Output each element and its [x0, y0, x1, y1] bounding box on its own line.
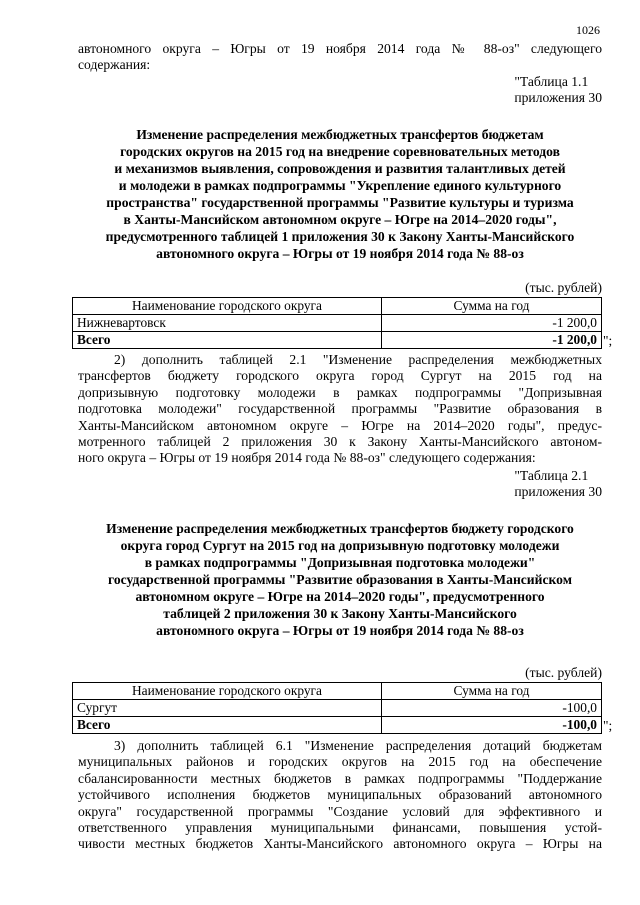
heading-line: Изменение распределения межбюджетных трансфертов бюджету городского	[106, 521, 574, 536]
paragraph-line: Ханты-Мансийском автономном округе – Югре на 2014–2020 годы", предус-	[78, 417, 602, 433]
table-total-row	[73, 332, 602, 349]
heading-line: городских округов на 2015 год на внедрение соревновательных методов	[120, 144, 560, 159]
heading-line: и молодежи в рамках подпрограммы "Укрепление единого культурного	[118, 178, 562, 193]
heading-line: в рамках подпрограммы "Допризывная подготовка молодежи"	[144, 555, 536, 570]
total-sum: -100,0	[382, 717, 602, 734]
table2-ref-line-2: приложения 30	[514, 484, 602, 500]
heading-line: пространства" государственной программы "Развитие культуры и туризма	[106, 195, 574, 210]
intro-text	[78, 41, 602, 74]
page-number: 1026	[576, 23, 600, 37]
paragraph-line: устойчивого исполнения бюджетов муниципальных образований автономного	[78, 787, 602, 803]
heading-line: и механизмов выявления, сопровождения и развития талантливых детей	[114, 161, 566, 176]
paragraph-line: мотренного таблицей 2 приложения 30 к Закону Ханты-Мансийского автоном-	[78, 434, 602, 450]
table1-closing-quote: ";	[603, 333, 613, 348]
paragraph-line: допризывную подготовку молодежи в рамках подпрограммы "Допризывная	[78, 384, 602, 400]
paragraph-line: 3) дополнить таблицей 6.1 "Изменение распределения дотаций бюджетам	[114, 738, 602, 753]
table2-reference	[514, 468, 602, 501]
row-sum: -100,0	[382, 700, 602, 717]
column-header-sum: Сумма на год	[382, 298, 602, 315]
heading-line: автономного округа – Югры от 19 ноября 2014 года № 88-оз	[156, 246, 524, 261]
table2-units: (тыс. рублей)	[525, 665, 602, 680]
table2-heading	[78, 520, 602, 639]
column-header-name: Наименование городского округа	[73, 683, 382, 700]
intro-line-1: автономного округа – Югры от 19 ноября 2014 года № 88-оз" следующего	[78, 41, 602, 56]
paragraph-line: округа" государственной программы "Создание условий для эффективного и	[78, 803, 602, 819]
table2-closing-quote: ";	[603, 718, 613, 733]
paragraph-line: подготовка молодежи" государственной программы "Развитие образования в	[78, 401, 602, 417]
paragraph-line: сбалансированности местных бюджетов в рамках подпрограммы "Поддержание	[78, 770, 602, 786]
row-sum: -1 200,0	[382, 315, 602, 332]
paragraph-line: чивости местных бюджетов Ханты-Мансийского автономного округа – Югры на	[78, 836, 602, 852]
table2	[72, 682, 602, 734]
table-header-row	[73, 683, 602, 700]
table1-units: (тыс. рублей)	[525, 280, 602, 295]
table-header-row	[73, 298, 602, 315]
table1-heading	[78, 126, 602, 262]
column-header-sum: Сумма на год	[382, 683, 602, 700]
heading-line: в Ханты-Мансийском автономном округе – Югре на 2014–2020 годы",	[123, 212, 557, 227]
total-label: Всего	[73, 717, 382, 734]
heading-line: Изменение распределения межбюджетных трансфертов бюджетам	[136, 127, 544, 142]
heading-line: предусмотренного таблицей 1 приложения 30 к Закону Ханты-Мансийского	[105, 229, 575, 244]
table-row	[73, 315, 602, 332]
paragraph-line: трансфертов бюджету городского округа город Сургут на 2015 год на	[78, 368, 602, 384]
table-total-row	[73, 717, 602, 734]
table1-reference	[514, 74, 602, 107]
paragraph-line: муниципальных районов и городских округов на 2015 год на обеспечение	[78, 754, 602, 770]
table-row	[73, 700, 602, 717]
total-sum: -1 200,0	[382, 332, 602, 349]
heading-line: таблицей 2 приложения 30 к Закону Ханты-Мансийского	[163, 606, 517, 621]
paragraph-line: 2) дополнить таблицей 2.1 "Изменение распределения межбюджетных	[114, 352, 602, 367]
paragraph-line: ного округа – Югры от 19 ноября 2014 года № 88-оз" следующего содержания:	[78, 450, 536, 466]
paragraph-2	[78, 352, 602, 467]
heading-line: автономном округе – Югре на 2014–2020 годы", предусмотренного	[135, 589, 545, 604]
heading-line: автономного округа – Югры от 19 ноября 2014 года № 88-оз	[156, 623, 524, 638]
row-name: Нижневартовск	[73, 315, 382, 332]
heading-line: округа город Сургут на 2015 год на допризывную подготовку молодежи	[120, 538, 560, 553]
heading-line: государственной программы "Развитие образования в Ханты-Мансийском	[108, 572, 572, 587]
paragraph-line: ответственного управления муниципальными финансами, повышения устой-	[78, 820, 602, 836]
table1-ref-line-2: приложения 30	[514, 90, 602, 106]
table2-ref-line-1: "Таблица 2.1	[514, 468, 589, 483]
table1-ref-line-1: "Таблица 1.1	[514, 74, 589, 89]
total-label: Всего	[73, 332, 382, 349]
intro-line-2: содержания:	[78, 57, 151, 73]
row-name: Сургут	[73, 700, 382, 717]
table1	[72, 297, 602, 349]
paragraph-3	[78, 738, 602, 853]
column-header-name: Наименование городского округа	[73, 298, 382, 315]
